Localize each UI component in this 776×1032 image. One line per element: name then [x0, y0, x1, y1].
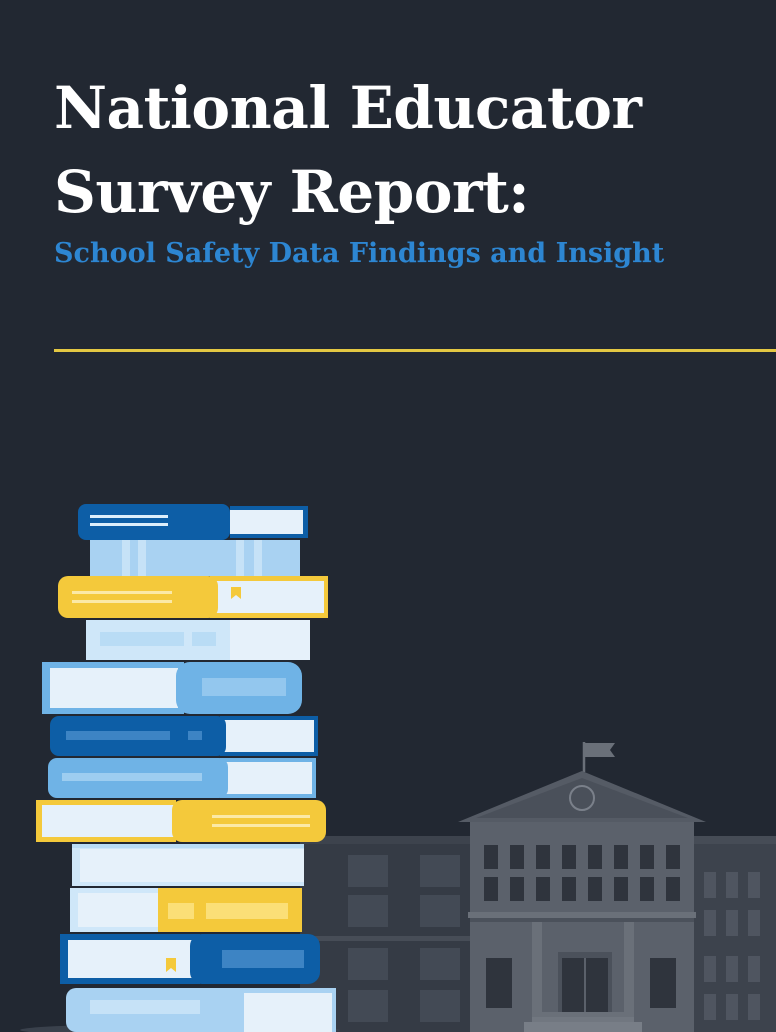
title-line-2: Survey Report: — [54, 158, 530, 226]
book-yellow-small — [70, 888, 302, 932]
book-light-blue — [90, 540, 300, 576]
title-line-1: National Educator — [54, 74, 642, 142]
school-building-illustration — [300, 742, 776, 1032]
book-pale-blue-2 — [72, 844, 304, 886]
book-light-blue-3 — [48, 758, 316, 798]
book-light-blue-bottom — [66, 988, 336, 1032]
book-stack-illustration — [20, 504, 340, 1032]
book-dark-blue-middle — [50, 716, 318, 756]
book-pale-blue — [86, 620, 310, 660]
book-yellow-lower — [36, 800, 326, 842]
book-yellow-bookmarked — [58, 576, 328, 618]
book-dark-blue-bottom — [60, 934, 320, 984]
book-dark-blue-top — [78, 504, 308, 540]
book-light-blue-2 — [42, 662, 302, 714]
report-subtitle: School Safety Data Findings and Insight — [54, 238, 665, 269]
